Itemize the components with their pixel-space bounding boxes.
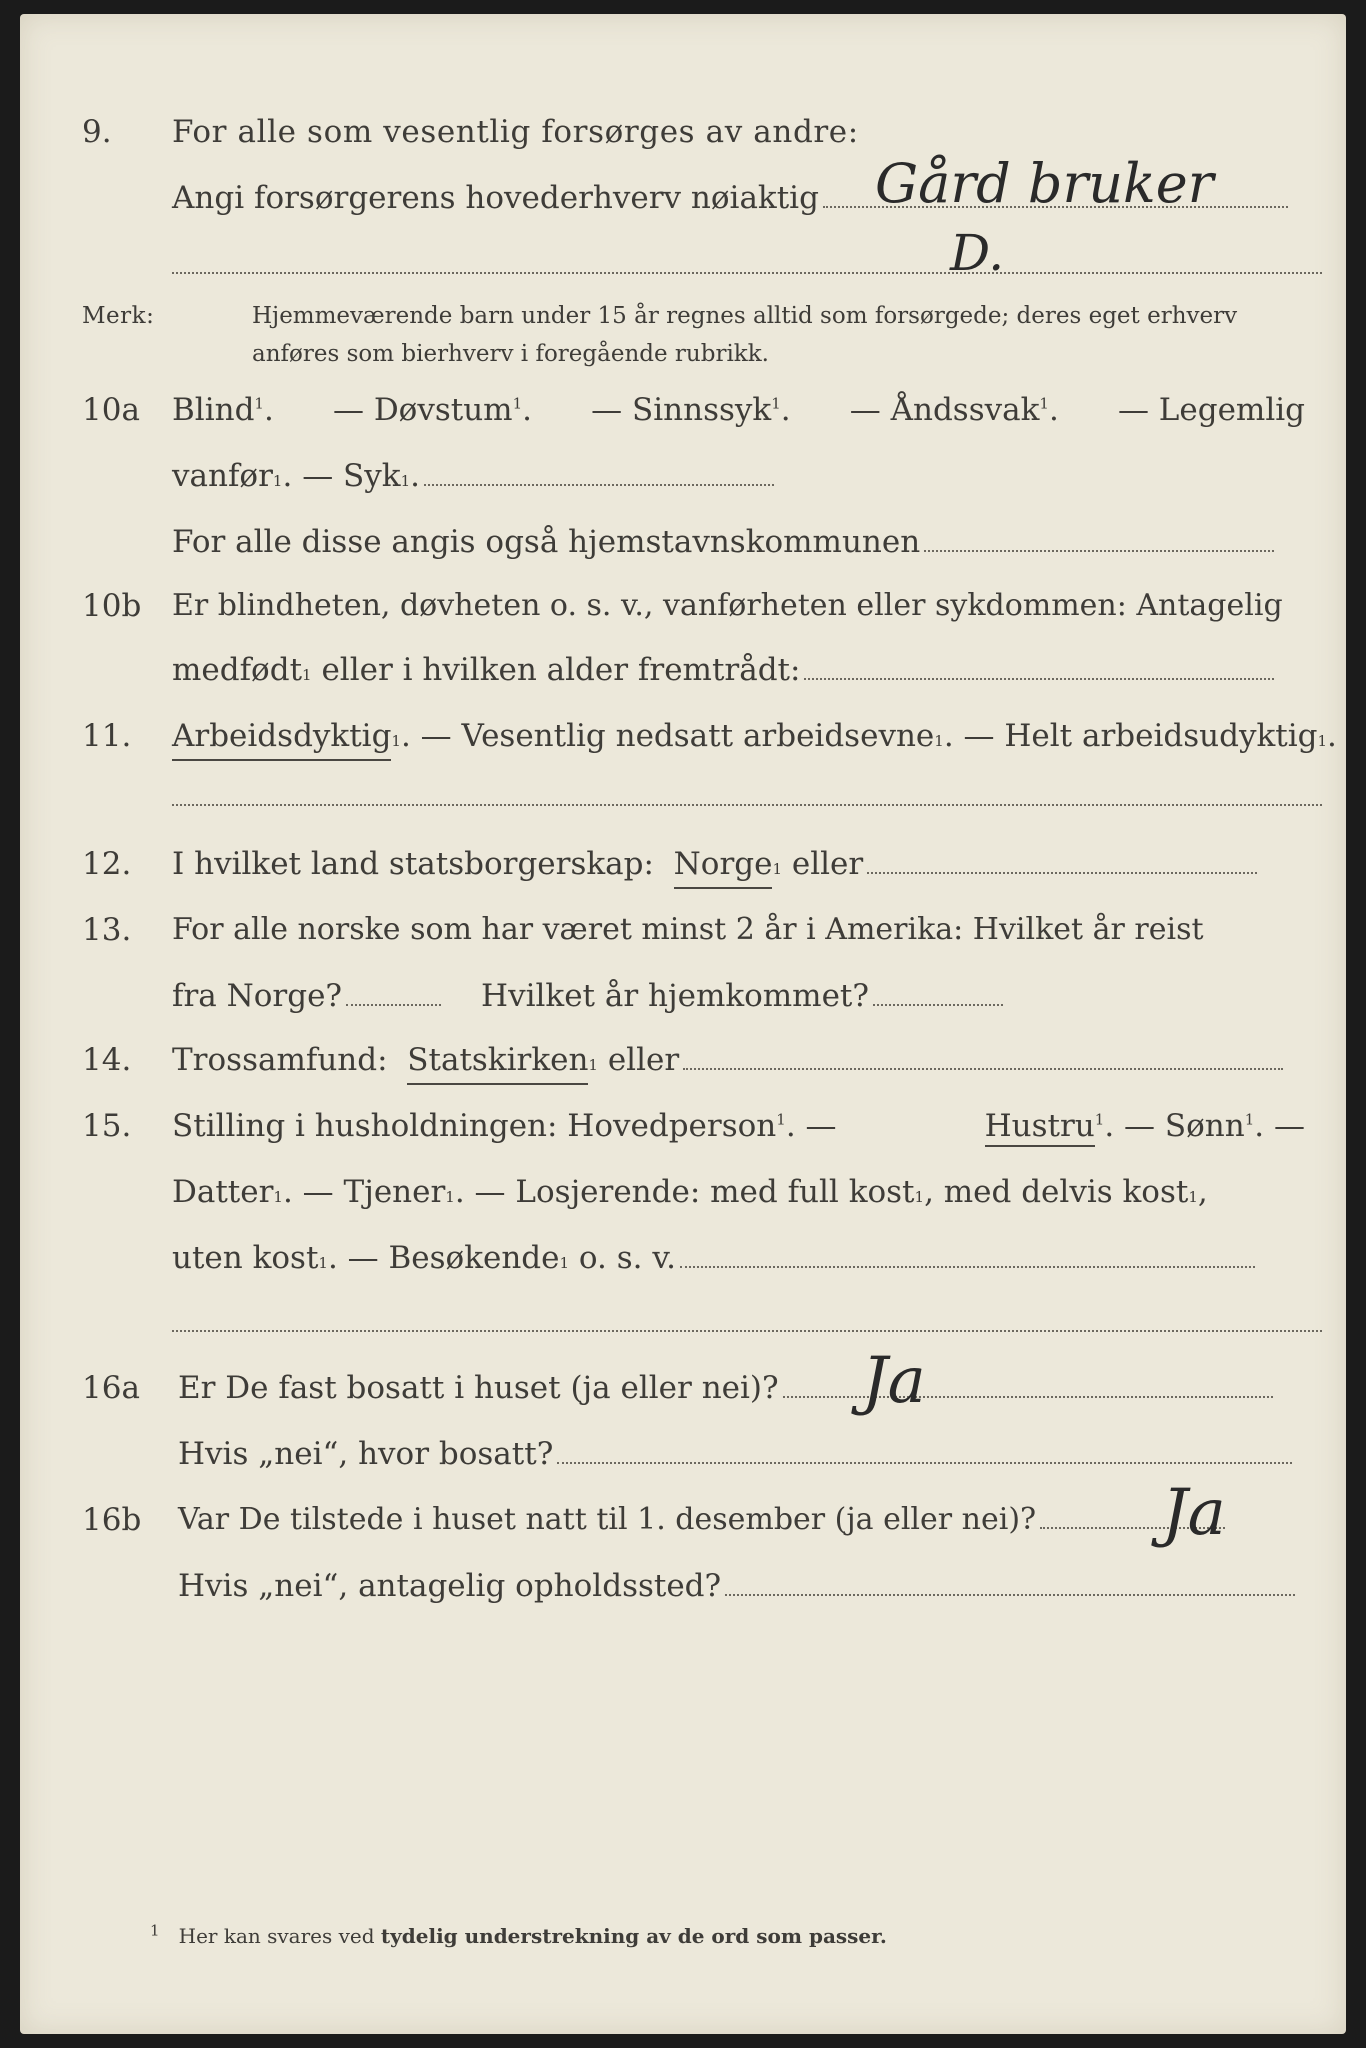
option-arbeidsudyktig[interactable]: . — Helt arbeidsudyktig — [943, 718, 1318, 754]
q16b-handwritten-answer: Ja — [1162, 1476, 1226, 1550]
q10b-alder-prompt: eller i hvilken alder fremtrådt: — [321, 652, 801, 688]
option-besokende[interactable]: . — Besøkende — [327, 1240, 560, 1276]
option-sonn[interactable]: . — Sønn — [1104, 1108, 1245, 1144]
footnote-bold-text: tydelig understrekning av de ord som passer. — [380, 1924, 887, 1948]
q16b-question: Var De tilstede i huset natt til 1. desember (ja eller nei)? — [178, 1502, 1037, 1537]
footnote-text: Her kan svares ved — [178, 1924, 375, 1948]
option-tjener[interactable]: . — Tjener — [282, 1174, 446, 1210]
q10a-number: 10a — [82, 392, 140, 428]
q10b-number: 10b — [82, 588, 142, 624]
census-form-page: 9. For alle som vesentlig forsørges av andre: Angi forsørgerens hovederhverv nøiaktig Gård bruker D. Merk: Hjemmeværende barn under 15 år regnes alltid som forsørgede; deres eget erhverv anføres som bierhverv i foregående rubrikk. 10a Blind$^1$. — Døvstum$^1$. — Sinnssyk$^1$. — Åndssvak$^1$. — Legemlig vanfør 1 . — Syk 1 . For alle disse angis også hjemstavnskommunen 10b Er blindheten, døvheten o. s. v., vanførheten eller sykdommen: Antagelig medfødt 1 eller i hvilken alder fremtrådt: 11. Arbeidsdyktig 1 . — Vesentlig nedsatt arbeidsevne 1 . — Helt arbeidsudyktig 1 . 12. I hvilket land statsborgerskap: Norge 1 eller 13. For alle norske som har været minst 2 år i Amerika: Hvilket år reist fra Norge? Hvilket år hjemkommet? 14. Trossamfund: Statskirken 1 eller 15. Stilling i husholdningen: Hovedperson$^1$. — Hustru$^1$. — Sønn$^1$. — Datter 1 . — Tjener 1 . — Losjerende: med full kost 1 , med delvis kost 1 , uten kost 1 . — Besøkende 1 o. s. v. 16a Er De fast bosatt i huset (ja eller nei)? Ja Hvis „nei“, hvor bosatt? 16b Var De tilstede i huset natt til 1. desember (ja eller nei)? Ja Hvis „nei“, antagelig opholdssted? $^1$ Her kan svares ved tydelig understrekning av de ord som passer. — [20, 14, 1346, 2034]
q10b-answer-line[interactable] — [804, 674, 1274, 680]
q16a-answer-line[interactable] — [783, 1392, 1273, 1398]
q9-handwritten-answer-2: D. — [950, 224, 1005, 282]
merk-note — [82, 298, 1342, 378]
q10b-question: Er blindheten, døvheten o. s. v., vanførheten eller sykdommen: Antagelig — [172, 588, 1283, 623]
q13-question: For alle norske som har været minst 2 år i Amerika: Hvilket år reist — [172, 912, 1204, 947]
q10a-syk-line[interactable] — [424, 480, 774, 486]
option-statskirken[interactable]: Statskirken — [407, 1038, 588, 1085]
q11-extra-line[interactable] — [172, 804, 1322, 806]
option-vanfor[interactable]: vanfør — [172, 458, 273, 494]
q14-prompt: Trossamfund: — [172, 1042, 388, 1078]
option-legemlig[interactable]: — Legemlig — [1117, 392, 1305, 428]
q9-question: For alle som vesentlig forsørges av andre: — [172, 114, 859, 150]
q10a-hjemstavn-prompt: For alle disse angis også hjemstavnskommunen — [172, 524, 921, 560]
q12-prompt: I hvilket land statsborgerskap: — [172, 846, 654, 882]
q13-number: 13. — [82, 912, 132, 948]
q12-number: 12. — [82, 846, 132, 882]
q14-answer-line[interactable] — [683, 1064, 1283, 1070]
q9-prompt: Angi forsørgerens hovederhverv nøiaktig — [172, 180, 819, 216]
footnote-mark: 1 — [150, 1921, 160, 1940]
option-dovstum[interactable]: — Døvstum — [332, 392, 513, 428]
q15-extra-line[interactable] — [172, 1330, 1322, 1332]
option-andssvak[interactable]: — Åndssvak — [849, 392, 1040, 428]
option-blind[interactable]: Blind — [172, 392, 255, 428]
option-uten-kost[interactable]: uten kost — [172, 1240, 319, 1276]
q14-eller: eller — [607, 1042, 680, 1078]
option-medfodt[interactable]: medfødt — [172, 652, 303, 688]
q15-number: 15. — [82, 1108, 132, 1144]
option-nedsatt[interactable]: . — Vesentlig nedsatt arbeidsevne — [400, 718, 935, 754]
q9-number: 9. — [82, 114, 112, 150]
q13-reist-prompt: fra Norge? — [172, 978, 343, 1014]
q12-answer-line[interactable] — [867, 868, 1257, 874]
option-datter[interactable]: Datter — [172, 1174, 274, 1210]
q16a-bosatt-line[interactable] — [557, 1458, 1292, 1464]
q12-eller: eller — [791, 846, 864, 882]
merk-line1: Hjemmeværende barn under 15 år regnes alltid som forsørgede; deres eget erhverv — [252, 303, 1238, 329]
option-hustru[interactable]: Hustru — [985, 1108, 1095, 1147]
option-hovedperson[interactable]: Stilling i husholdningen: Hovedperson — [172, 1108, 777, 1144]
option-full-kost[interactable]: . — Losjerende: med full kost — [454, 1174, 915, 1210]
q16b-number: 16b — [82, 1502, 142, 1538]
option-syk[interactable]: — Syk — [302, 458, 401, 494]
q14-number: 14. — [82, 1042, 132, 1078]
q11-number: 11. — [82, 718, 132, 754]
q16a-bosatt-prompt: Hvis „nei“, hvor bosatt? — [178, 1436, 554, 1472]
q16a-handwritten-answer: Ja — [862, 1344, 926, 1418]
q13-reist-line[interactable] — [346, 1000, 441, 1006]
merk-line2: anføres som bierhverv i foregående rubrikk. — [252, 341, 769, 367]
q16b-opholdssted-prompt: Hvis „nei“, antagelig opholdssted? — [178, 1568, 722, 1604]
option-delvis-kost[interactable]: , med delvis kost — [924, 1174, 1189, 1210]
merk-label: Merk: — [82, 303, 155, 329]
q13-hjemkommet-line[interactable] — [873, 1000, 1003, 1006]
footnote — [150, 1921, 887, 1948]
q9-extra-line[interactable] — [172, 272, 1322, 274]
q16a-question: Er De fast bosatt i huset (ja eller nei)? — [178, 1370, 779, 1406]
option-norge[interactable]: Norge — [674, 842, 773, 889]
q15-answer-line[interactable] — [680, 1262, 1255, 1268]
q10a-hjemstavn-line[interactable] — [924, 546, 1274, 552]
q16b-opholdssted-line[interactable] — [725, 1590, 1295, 1596]
q13-hjemkommet-prompt: Hvilket år hjemkommet? — [481, 978, 870, 1014]
q9-handwritten-answer: Gård bruker — [875, 152, 1214, 215]
option-sinnssyk[interactable]: — Sinnssyk — [591, 392, 772, 428]
q16a-number: 16a — [82, 1370, 140, 1406]
option-arbeidsdyktig[interactable]: Arbeidsdyktig — [172, 714, 391, 761]
